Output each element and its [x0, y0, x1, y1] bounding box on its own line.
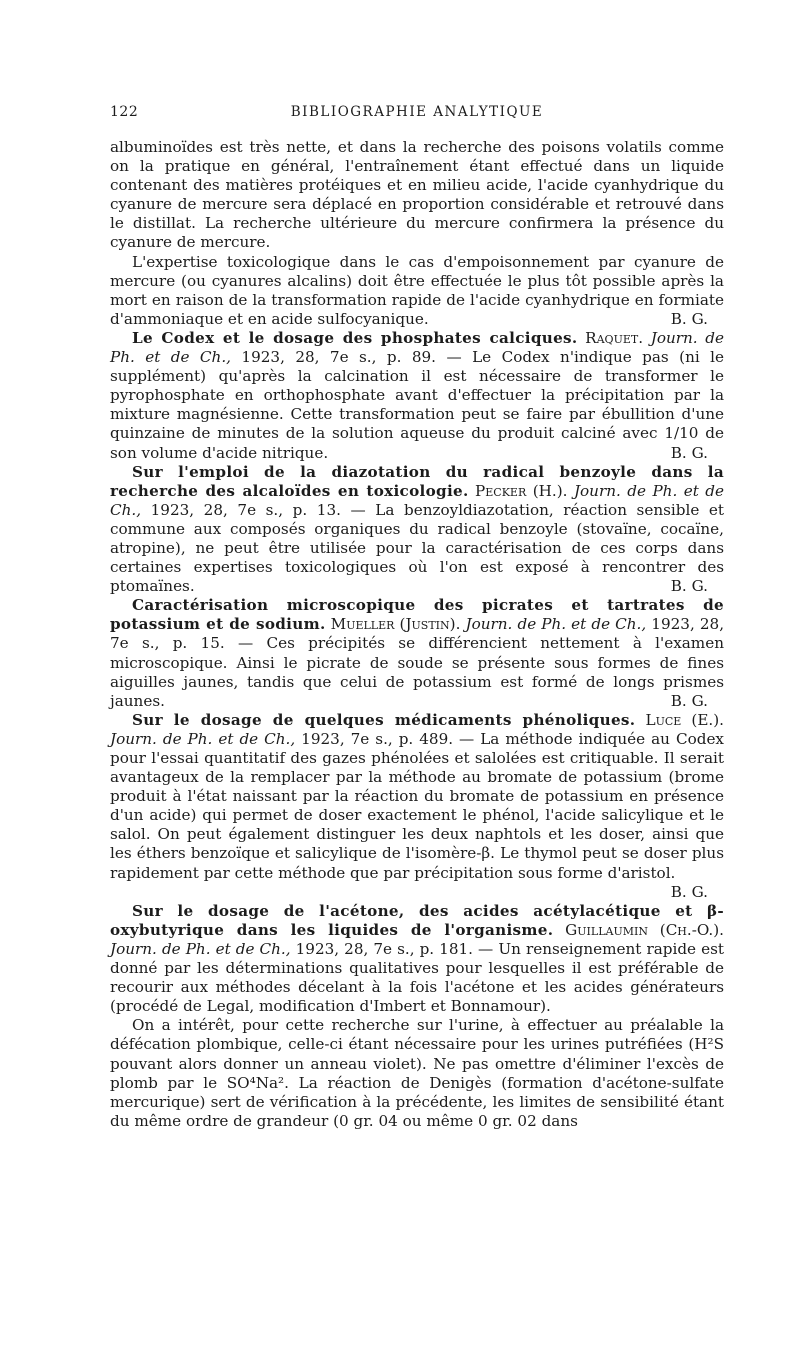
- article-author: Pecker (H.).: [475, 481, 568, 500]
- article-entry: [110, 711, 724, 902]
- article-entry: [110, 596, 724, 711]
- article-journal: Journ. de Ph. et de Ch.,: [110, 481, 725, 519]
- page: [110, 104, 724, 1131]
- continuation-paragraph-2: [110, 253, 724, 329]
- article-continuation-paragraph: On a intérêt, pour cette recherche sur l'urine, à effectuer au préalable la défécation plombique, celle-ci étant nécessaire pour les urines putréfiées (H²S pouvant alors donner un anneau violet). Ne pas omettre d'éliminer l'excès de plomb par le SO⁴Na². La réaction de Denigès (formation d'acétone-sulfate mercurique) sert de vérification à la précédente, les limites de sensibilité étant du même ordre de grandeur (0 gr. 04 ou même 0 gr. 02 dans: [110, 1016, 724, 1130]
- article-journal: Journ. de Ph. et de Ch.,: [110, 729, 296, 748]
- initials: B. G.: [670, 443, 708, 462]
- running-head: [110, 104, 724, 126]
- article-title: Caractérisation microscopique des picrates et tartrates de potassium et de sodium.: [110, 596, 724, 634]
- article-entry: [110, 902, 724, 1017]
- article-journal: Journ. de Ph. et de Ch.,: [465, 615, 647, 634]
- article-text: La méthode indiquée au Codex pour l'essai quantitatif des gazes phénolées et salolées est critiquable. Il serait avantageux de la remplacer par la méthode au bromate de potassium (brome produit à l'état naissant par la réaction du bromate de potassium en présence d'un acide) qui permet de doser exactement le phénol, l'acide salicylique et le salol. On peut également distinguer les deux naphtols et les doser, ainsi que les éthers benzoïque et salicylique de l'isomère-β. Le thymol peut se doser plus rapidement par cette méthode que par précipitation sous forme d'aristol.: [110, 729, 724, 882]
- article-title: Sur l'emploi de la diazotation du radical benzoyle dans la recherche des alcaloïdes en toxicologie.: [110, 462, 724, 500]
- article-author: Luce (E.).: [645, 710, 724, 729]
- article-author: Guillaumin (Ch.-O.).: [565, 920, 725, 939]
- article-author: Raquet.: [585, 328, 644, 347]
- article-entry: [110, 463, 724, 597]
- article-reference: 1923, 28, 7e s., p. 13. —: [141, 500, 376, 519]
- article-journal: Journ. de Ph. et de Ch.,: [110, 939, 291, 958]
- article-title: Sur le dosage de quelques médicaments phénoliques.: [132, 710, 636, 729]
- body-text: [110, 138, 724, 1131]
- journal-title: BIBLIOGRAPHIE ANALYTIQUE: [290, 104, 544, 120]
- continuation-paragraph-2-text: L'expertise toxicologique dans le cas d'empoisonnement par cyanure de mercure (ou cyanures alcalins) doit être effectuée le plus tôt possible après la mort en raison de la transformation rapide de l'acide cyanhydrique en formiate d'ammoniaque et en acide sulfocyanique.: [110, 252, 724, 328]
- initials: B. G.: [670, 577, 708, 596]
- continuation-paragraph-1: albuminoïdes est très nette, et dans la recherche des poisons volatils comme on la pratique en général, l'entraînement étant effectué dans un liquide contenant des matières protéiques et en milieu acide, l'acide cyanhydrique du cyanure de mercure sera déplacé en proportion considérable et retrouvé dans le distillat. La recherche ultérieure du mercure confirmera la présence du cyanure de mercure.: [110, 138, 724, 252]
- article-reference: 1923, 28, 7e s., p. 15. —: [110, 615, 725, 653]
- article-reference: 1923, 28, 7e s., p. 89. —: [230, 348, 473, 367]
- article-reference: 1923, 28, 7e s., p. 181. —: [290, 939, 499, 958]
- article-entry: [110, 329, 724, 463]
- article-title: Le Codex et le dosage des phosphates calciques.: [132, 328, 578, 347]
- article-text: Ces précipités se différencient nettement à l'examen microscopique. Ainsi le picrate de soude se présente sous formes de fines aiguilles jaunes, tandis que celui de potassium est formé de longs prismes jaunes.: [110, 634, 724, 710]
- article-author: Mueller (Justin).: [330, 615, 461, 634]
- initials: B. G.: [670, 691, 708, 710]
- article-text: Un renseignement rapide est donné par les déterminations qualitatives pour lesquelles il est préférable de recourir aux méthodes décelant à la fois l'acétone et les acides générateurs (procédé de Legal, modification d'Imbert et Bonnamour).: [110, 939, 724, 1016]
- article-reference: 1923, 7e s., p. 489. —: [295, 729, 481, 748]
- article-text: La benzoyldiazotation, réaction sensible et commune aux composés organiques du radical benzoyle (stovaïne, cocaïne, atropine), ne peut être utilisée pour la caractérisation de ces corps dans certaines expertises toxicologiques où l'on est exposé à rencontrer des ptomaïnes.: [110, 500, 724, 596]
- initials: B. G.: [670, 309, 708, 328]
- article-journal: Journ. de Ph. et de Ch.,: [110, 328, 725, 367]
- page-number: 122: [110, 104, 139, 120]
- article-title: Sur le dosage de l'acétone, des acides acétylacétique et β-oxybutyrique dans les liquides de l'organisme.: [110, 901, 724, 939]
- article-text: Le Codex n'indique pas (ni le supplément) qu'après la calcination il est nécessaire de transformer le pyrophosphate en orthophosphate avant d'effectuer la précipitation par la mixture magnésienne. Cette transformation peut se faire par ébullition d'une quinzaine de minutes de la solution aqueuse du produit calciné avec 1/10 de son volume d'acide nitrique.: [110, 348, 724, 462]
- initials: B. G.: [670, 882, 708, 901]
